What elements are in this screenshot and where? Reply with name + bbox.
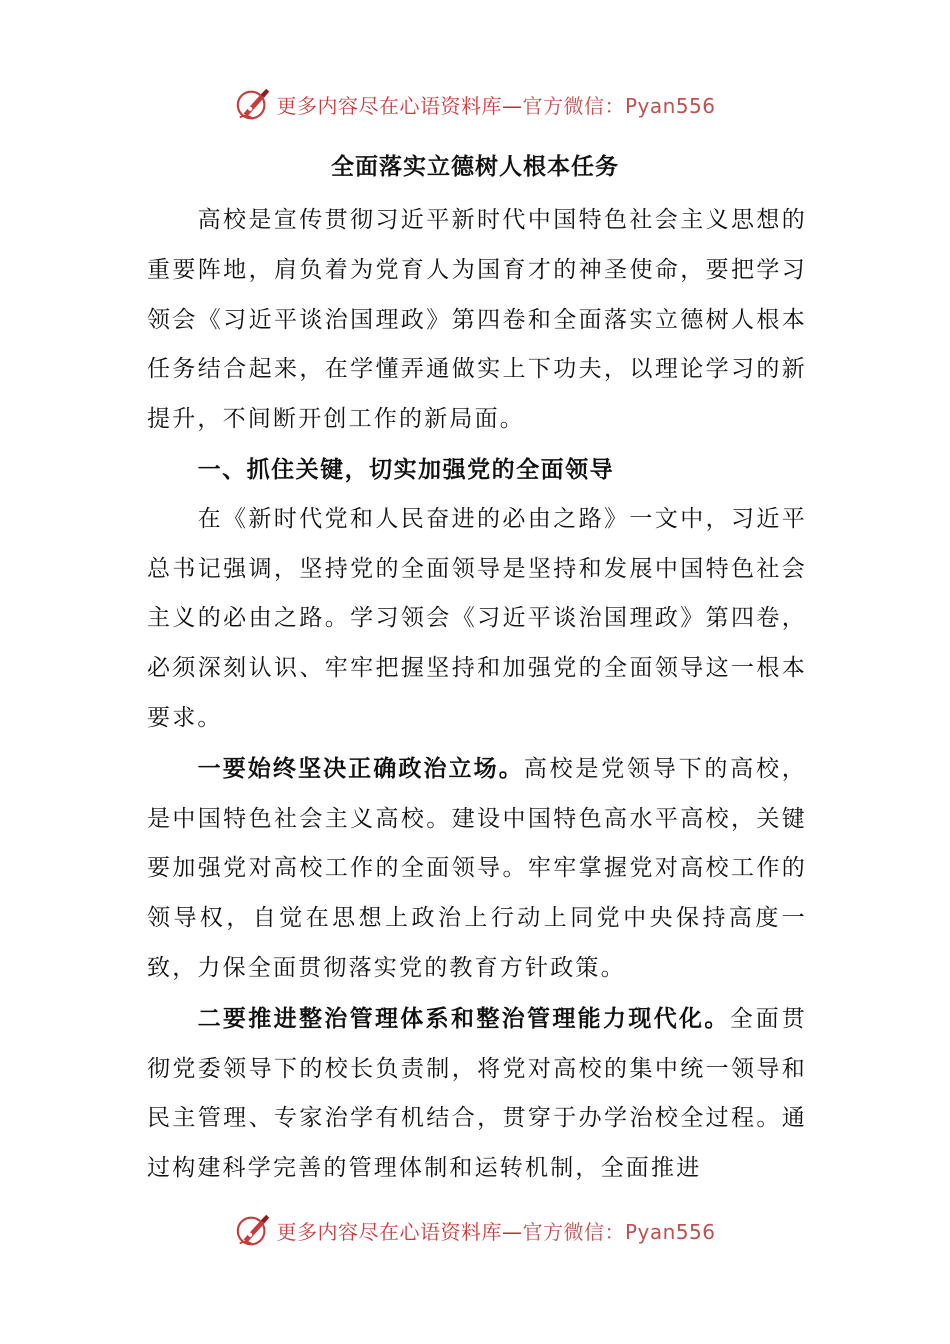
paragraph-text: 全面贯彻党委领导下的校长负责制，将党对高校的集中统一领导和民主管理、专家治学有机结合，贯穿于办学治校全过程。通过构建科学完善的管理体制和运转机制，全面推进 xyxy=(147,1005,807,1182)
paragraph-text: 高校是宣传贯彻习近平新时代中国特色社会主义思想的重要阵地，肩负着为党育人为国育才的神圣使命，要把学习领会《习近平谈治国理政》第四卷和全面落实立德树人根本任务结合起来，在学懂弄通做实上下功夫，以理论学习的新提升，不间断开创工作的新局面。 xyxy=(147,207,807,433)
banner-separator: — xyxy=(501,1219,523,1244)
banner-wechat-id: Pyan556 xyxy=(624,1219,716,1244)
pen-nib-circle-logo-icon xyxy=(234,1211,272,1249)
banner-text xyxy=(276,1216,715,1245)
banner-wechat-label: 官方微信： xyxy=(522,1219,625,1244)
paragraph-lead: 一要始终坚决正确政治立场。 xyxy=(197,754,524,782)
section-heading: 一、抓住关键，切实加强党的全面领导 xyxy=(197,455,615,483)
banner-wechat-label: 官方微信： xyxy=(522,93,625,118)
paragraph xyxy=(147,196,807,445)
banner-separator: — xyxy=(501,93,523,118)
banner-wechat-id: Pyan556 xyxy=(624,93,716,118)
banner-library-text: 更多内容尽在心语资料库 xyxy=(276,1219,502,1244)
paragraph xyxy=(147,994,807,1194)
paragraph-text: 高校是党领导下的高校，是中国特色社会主义高校。建设中国特色高水平高校，关键要加强党对高校工作的全面领导。牢牢掌握党对高校工作的领导权，自觉在思想上政治上行动上同党中央保持高度一致，力保全面贯彻落实党的教育方针政策。 xyxy=(147,755,808,981)
banner-text xyxy=(276,90,715,119)
document-body xyxy=(147,196,807,1194)
paragraph-text: 在《新时代党和人民奋进的必由之路》一文中，习近平总书记强调，坚持党的全面领导是坚持和发展中国特色社会主义的必由之路。学习领会《习近平谈治国理政》第四卷，必须深刻认识、牢牢把握坚持和加强党的全面领导这一根本要求。 xyxy=(147,505,807,731)
paragraph xyxy=(147,744,807,994)
paragraph-lead: 二要推进整治管理体系和整治管理能力现代化。 xyxy=(197,1004,730,1032)
footer-watermark-banner xyxy=(0,1208,950,1252)
paragraph xyxy=(147,495,807,744)
pen-nib-circle-logo-icon xyxy=(234,85,272,123)
document-title: 全面落实立德树人根本任务 xyxy=(331,153,619,180)
header-watermark-banner xyxy=(0,82,950,126)
banner-library-text: 更多内容尽在心语资料库 xyxy=(276,93,502,118)
